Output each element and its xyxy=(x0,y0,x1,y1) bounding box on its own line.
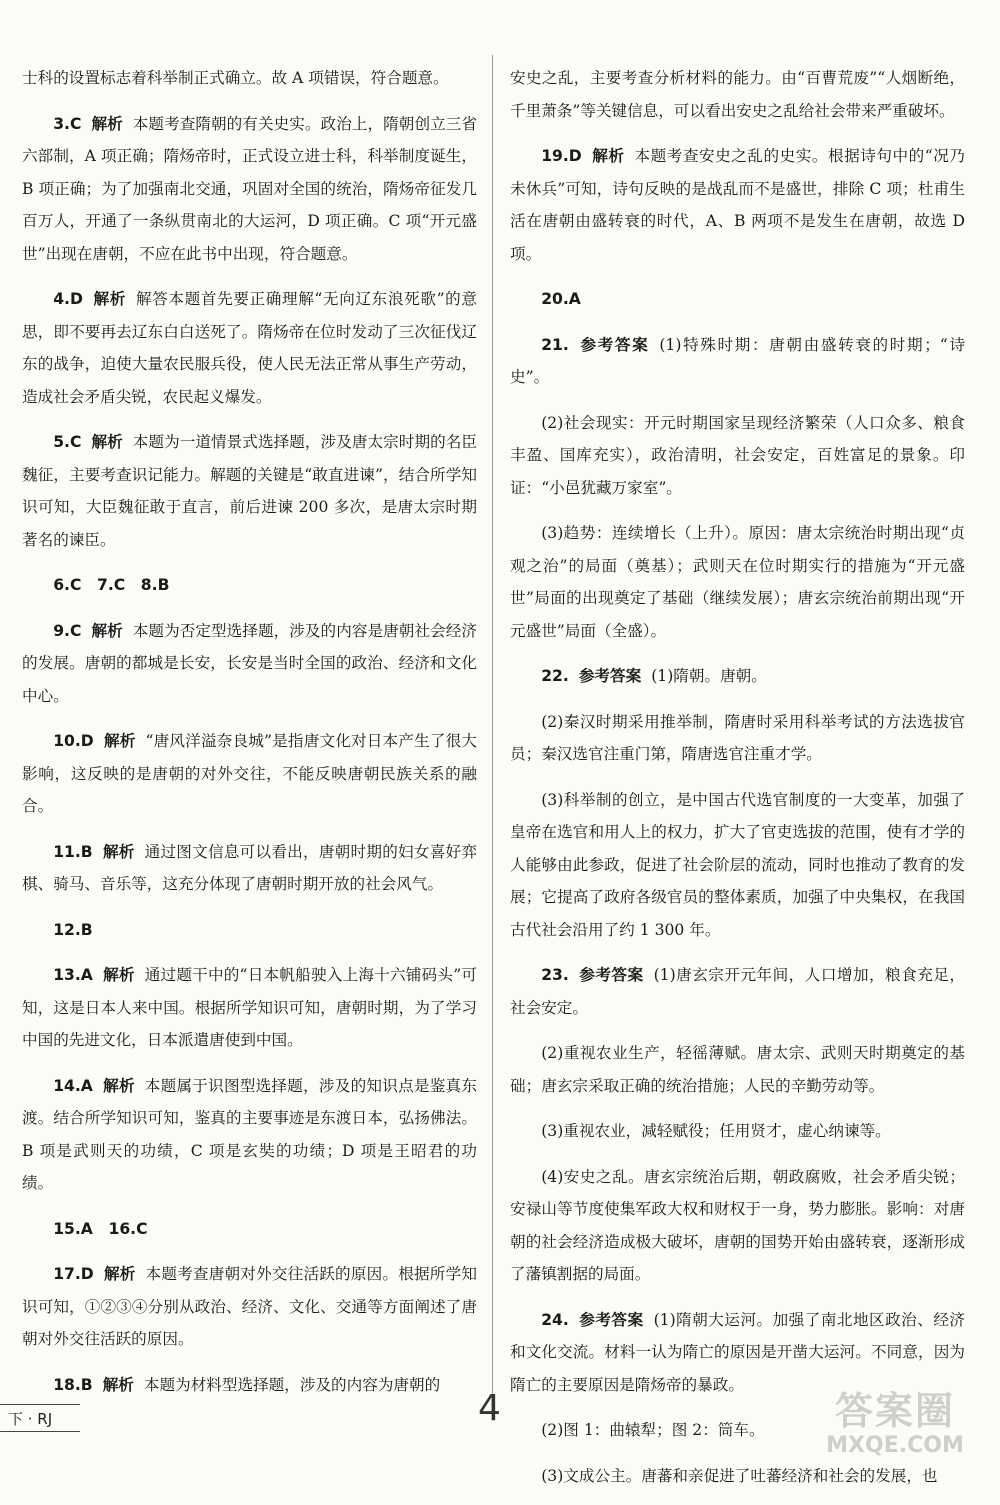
watermark-url: MXQE.COM xyxy=(826,1433,964,1458)
answer-paragraph xyxy=(22,426,477,556)
answer-paragraph xyxy=(510,407,965,505)
answer-paragraph xyxy=(510,1304,965,1402)
answer-text: 本题属于识图型选择题，涉及的知识点是鉴真东渡。结合所学知识可知，鉴真的主要事迹是东渡日本，弘扬佛法。B 项是武则天的功绩，C 项是玄奘的功绩；D 项是王昭君的功绩。 xyxy=(22,1076,477,1192)
question-number: 19.D xyxy=(541,147,582,165)
question-number: 6.C 7.C 8.B xyxy=(53,576,170,594)
answer-text: 士科的设置标志着科举制正式确立。故 A 项错误，符合题意。 xyxy=(22,69,449,87)
answer-label: 解析 xyxy=(102,1375,134,1394)
answer-label: 解析 xyxy=(102,966,135,984)
answer-text: (2)秦汉时期采用推举制，隋唐时采用科举考试的方法选拔官员；秦汉选官注重门第，隋唐选官注重才学。 xyxy=(510,712,965,763)
question-number: 18.B xyxy=(53,1375,93,1394)
answer-paragraph xyxy=(510,784,965,947)
answer-paragraph xyxy=(22,62,477,95)
answer-label: 解析 xyxy=(91,433,123,451)
edition-tag: 下 · RJ xyxy=(0,1404,80,1432)
answer-paragraph xyxy=(510,1115,965,1148)
question-number: 17.D xyxy=(53,1265,94,1283)
column-divider xyxy=(492,55,493,1415)
answer-text: (3)文成公主。唐蕃和亲促进了吐蕃经济和社会的发展，也 xyxy=(541,1466,938,1485)
answer-paragraph xyxy=(510,62,965,127)
answer-text: (1)唐玄宗开元年间，人口增加，粮食充足，社会安定。 xyxy=(510,966,965,1017)
answer-label: 解析 xyxy=(103,732,136,750)
answer-label: 解析 xyxy=(103,1265,136,1283)
answer-label: 解析 xyxy=(591,147,625,165)
answer-text: (1)隋朝大运河。加强了南北地区政治、经济和文化交流。材料一认为隋亡的原因是开凿大运河。不同意，因为隋亡的主要原因是隋炀帝的暴政。 xyxy=(510,1310,965,1394)
answer-paragraph xyxy=(510,1161,965,1291)
question-number: 10.D xyxy=(53,732,94,750)
answer-paragraph xyxy=(22,1070,477,1200)
answer-paragraph xyxy=(510,959,965,1024)
answer-text: 本题考查安史之乱的史实。根据诗句中的“况乃未休兵”可知，诗句反映的是战乱而不是盛世，排除 C 项；杜甫生活在唐朝由盛转衰的时代，A、B 两项不是发生在唐朝，故选 D 项。 xyxy=(510,147,965,263)
answer-paragraph xyxy=(22,836,477,901)
answer-paragraph xyxy=(22,725,477,823)
answer-text: 本题考查隋朝的有关史实。政治上，隋朝创立三省六部制，A 项正确；隋炀帝时，正式设立进士科，科举制度诞生，B 项正确；为了加强南北交通，巩固对全国的统治，隋炀帝征发几百万人，开通了一条纵贯南北的大运河，D 项正确。C 项“开元盛世”出现在唐朝，不应在此书中出现，符合题意。 xyxy=(22,114,477,263)
answer-paragraph xyxy=(22,914,477,947)
right-column xyxy=(510,62,965,1505)
question-number: 21. xyxy=(541,335,569,354)
answer-label: 参考答案 xyxy=(578,667,642,685)
answer-label: 解析 xyxy=(92,290,126,308)
answer-paragraph xyxy=(22,283,477,413)
answer-paragraph xyxy=(22,615,477,713)
answer-paragraph xyxy=(510,706,965,771)
answer-paragraph xyxy=(510,517,965,647)
question-number: 20.A xyxy=(541,290,581,308)
answer-text: (3)趋势：连续增长（上升）。原因：唐太宗统治时期出现“贞观之治”的局面（奠基）；武则天在位时期实行的措施为“开元盛世”局面的出现奠定了基础（继续发展）；唐玄宗统治前期出现“开元盛世”局面（全盛）。 xyxy=(510,524,965,640)
answer-text: 安史之乱，主要考查分析材料的能力。由“百曹荒废”“人烟断绝，千里萧条”等关键信息，可以看出安史之乱给社会带来严重破坏。 xyxy=(510,69,965,120)
watermark-text: 答案圈 xyxy=(834,1389,955,1433)
answer-text: (1)特殊时期：唐朝由盛转衰的时期；“诗史”。 xyxy=(510,335,965,386)
answer-label: 解析 xyxy=(91,114,123,133)
answer-paragraph xyxy=(510,1460,965,1493)
answer-text: 解答本题首先要正确理解“无向辽东浪死歌”的意思，即不要再去辽东白白送死了。隋炀帝在位时发动了三次征伐辽东的战争，迫使大量农民服兵役，使人民无法正常从事生产劳动，造成社会矛盾尖锐，农民起义爆发。 xyxy=(22,290,477,406)
question-number: 3.C xyxy=(53,114,82,133)
answer-text: (1)隋朝。唐朝。 xyxy=(651,667,767,685)
answer-text: (4)安史之乱。唐玄宗统治后期，朝政腐败，社会矛盾尖锐；安禄山等节度使集军政大权和财权于一身，势力膨胀。影响：对唐朝的社会经济造成极大破坏，唐朝的国势开始由盛转衰，逐渐形成了藩镇割据的局面。 xyxy=(510,1167,965,1283)
question-number: 4.D xyxy=(53,290,83,308)
answer-text: (2)社会现实：开元时期国家呈现经济繁荣（人口众多、粮食丰盈、国库充实），政治清明，社会安定，百姓富足的景象。印证：“小邑犹藏万家室”。 xyxy=(510,413,965,497)
page-number: 4 xyxy=(478,1388,501,1429)
question-number: 13.A xyxy=(53,966,93,984)
answer-paragraph xyxy=(22,1258,477,1356)
question-number: 9.C xyxy=(53,621,82,640)
answer-paragraph xyxy=(510,140,965,270)
answer-paragraph xyxy=(510,1037,965,1102)
watermark-logo xyxy=(810,1388,980,1458)
question-number: 11.B xyxy=(53,842,93,861)
answer-text: 本题为一道情景式选择题，涉及唐太宗时期的名臣魏征，主要考查识记能力。解题的关键是“敢直进谏”，结合所学知识可知，大臣魏征敢于直言，前后进谏 200 多次，是唐太宗时期著名的谏臣。 xyxy=(22,433,477,549)
answer-text: (3)重视农业，减轻赋役；任用贤才，虚心纳谏等。 xyxy=(541,1122,891,1140)
left-column xyxy=(22,62,477,1414)
answer-paragraph xyxy=(510,283,965,316)
question-number: 24. xyxy=(541,1310,569,1329)
answer-label: 解析 xyxy=(91,621,123,640)
answer-label: 解析 xyxy=(102,842,135,861)
answer-label: 参考答案 xyxy=(578,966,644,984)
answer-text: (3)科举制的创立，是中国古代选官制度的一大变革，加强了皇帝在选官和用人上的权力，扩大了官吏选拔的范围，使有才学的人能够由此参政，促进了社会阶层的流动，同时也推动了教育的发展；它提高了政府各级官员的整体素质，加强了中央集权，在我国古代社会沿用了约 1 300 年。 xyxy=(510,790,965,939)
answer-paragraph xyxy=(22,108,477,271)
answer-label: 解析 xyxy=(102,1076,135,1095)
answer-text: 通过题干中的“日本帆船驶入上海十六铺码头”可知，这是日本人来中国。根据所学知识可知，唐朝时期，为了学习中国的先进文化，日本派遣唐使到中国。 xyxy=(22,966,477,1049)
answer-label: 参考答案 xyxy=(578,335,650,354)
question-number: 23. xyxy=(541,966,569,984)
question-number: 15.A 16.C xyxy=(53,1219,148,1238)
question-number: 12.B xyxy=(53,920,93,939)
answer-paragraph xyxy=(510,329,965,394)
answer-label: 参考答案 xyxy=(578,1310,644,1329)
question-number: 22. xyxy=(541,667,569,685)
question-number: 5.C xyxy=(53,433,82,451)
answer-text: 本题考查唐朝对外交往活跃的原因。根据所学知识可知，①②③④分别从政治、经济、文化、交通等方面阐述了唐朝对外交往活跃的原因。 xyxy=(22,1265,477,1348)
answer-text: 本题为否定型选择题，涉及的内容是唐朝社会经济的发展。唐朝的都城是长安，长安是当时全国的政治、经济和文化中心。 xyxy=(22,621,477,705)
answer-paragraph xyxy=(22,569,477,602)
answer-paragraph xyxy=(22,959,477,1057)
answer-text: 通过图文信息可以看出，唐朝时期的妇女喜好弈棋、骑马、音乐等，这充分体现了唐朝时期开放的社会风气。 xyxy=(22,842,477,893)
question-number: 14.A xyxy=(53,1076,93,1095)
answer-text: 本题为材料型选择题，涉及的内容为唐朝的 xyxy=(143,1375,441,1394)
answer-text: (2)图 1：曲辕犁；图 2：筒车。 xyxy=(541,1421,765,1439)
answer-paragraph xyxy=(22,1213,477,1246)
answer-paragraph xyxy=(510,660,965,693)
answer-text: (2)重视农业生产，轻徭薄赋。唐太宗、武则天时期奠定的基础；唐玄宗采取正确的统治措施；人民的辛勤劳动等。 xyxy=(510,1044,965,1095)
answer-text: “唐风洋溢奈良城”是指唐文化对日本产生了很大影响，这反映的是唐朝的对外交往，不能反映唐朝民族关系的融合。 xyxy=(22,732,477,815)
answer-paragraph xyxy=(22,1369,477,1402)
